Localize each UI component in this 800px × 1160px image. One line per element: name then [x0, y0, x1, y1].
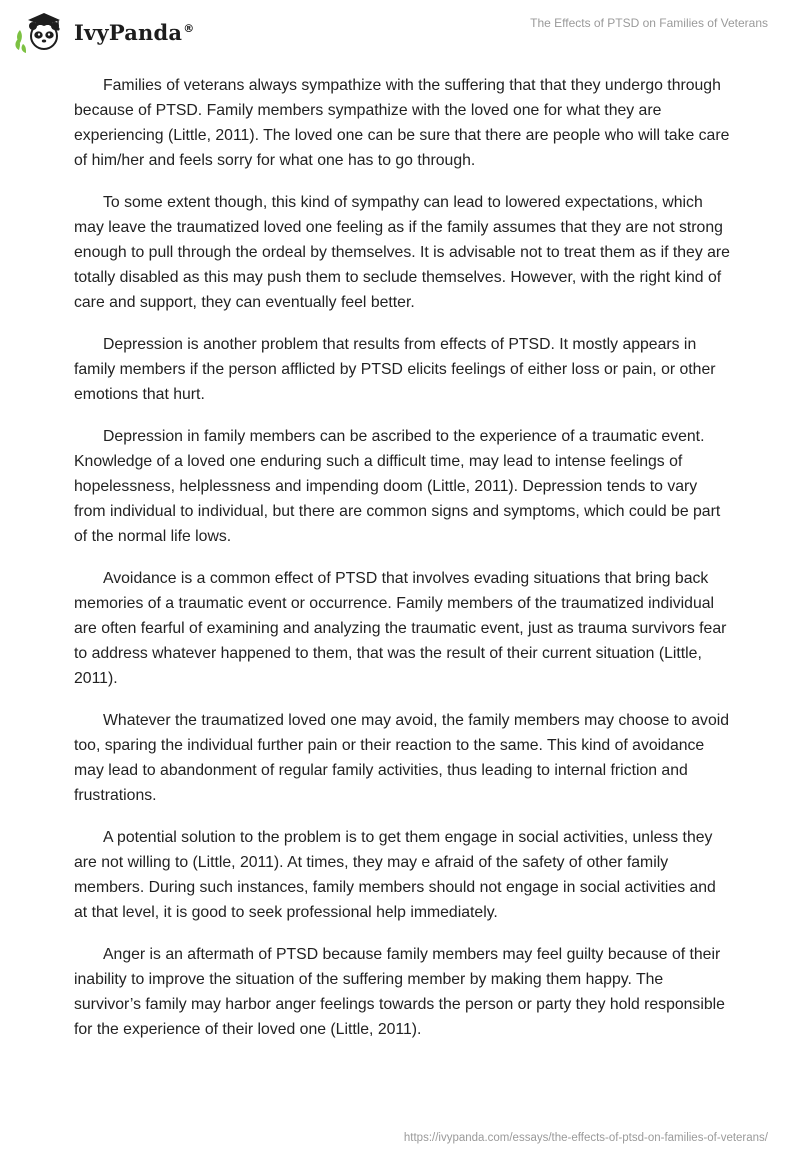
page-header	[0, 0, 800, 60]
paragraph: Avoidance is a common effect of PTSD that involves evading situations that bring back memories of a traumatic event or occurrence. Family members of the traumatized individual are often fearful of examining and analyzing the traumatic event, just as trauma survivors fear to address whatever happened to them, that was the result of their current situation (Little, 2011).	[74, 570, 727, 687]
paragraph: Whatever the traumatized loved one may avoid, the family members may choose to avoid too, sparing the individual further pain or their reaction to the same. This kind of avoidance may lead to abandonment of regular family activities, thus leading to internal friction and frustrations.	[74, 712, 730, 804]
paragraph: Anger is an aftermath of PTSD because family members may feel guilty because of their inability to improve the situation of the suffering member by making them happy. The survivor’s family may harbor anger feelings towards the person or party they hold responsible for the experience of their loved one (Little, 2011).	[74, 946, 725, 1038]
registered-mark: ®	[183, 21, 195, 35]
panda-graduate-icon	[14, 8, 70, 54]
paragraph: To some extent though, this kind of sympathy can lead to lowered expectations, which may leave the traumatized loved one feeling as if the family assumes that they are not strong enough to pull through the ordeal by themselves. It is advisable not to treat them as if they are totally disabled as this may push them to seclude themselves. However, with the right kind of care and support, they can eventually feel better.	[74, 194, 730, 311]
document-title: The Effects of PTSD on Families of Veterans	[530, 16, 768, 30]
paragraph: Depression in family members can be ascribed to the experience of a traumatic event. Knowledge of a loved one enduring such a difficult time, may lead to intense feelings of hopelessness, helplessness and impending doom (Little, 2011). Depression tends to vary from individual to individual, but there are common signs and symptoms, which could be part of the normal life lows.	[74, 428, 721, 545]
paragraph: Depression is another problem that results from effects of PTSD. It mostly appears in family members if the person afflicted by PTSD elicits feelings of either loss or pain, or other emotions that hurt.	[74, 336, 716, 403]
essay-body	[74, 73, 730, 1059]
paragraph: Families of veterans always sympathize with the suffering that that they undergo through because of PTSD. Family members sympathize with the loved one for what they are experiencing (Little, 2011). The loved one can be sure that there are people who will take care of him/her and feels sorry for what one has to go through.	[74, 77, 730, 169]
paragraph: A potential solution to the problem is to get them engage in social activities, unless they are not willing to (Little, 2011). At times, they may e afraid of the safety of other family members. During such instances, family members should not engage in social activities and at that level, it is good to seek professional help immediately.	[74, 829, 716, 921]
logo-text	[74, 20, 194, 45]
ivypanda-logo[interactable]	[14, 8, 194, 54]
source-url[interactable]: https://ivypanda.com/essays/the-effects-of-ptsd-on-families-of-veterans/	[403, 1132, 768, 1144]
logo-name: IvyPanda	[74, 19, 183, 45]
